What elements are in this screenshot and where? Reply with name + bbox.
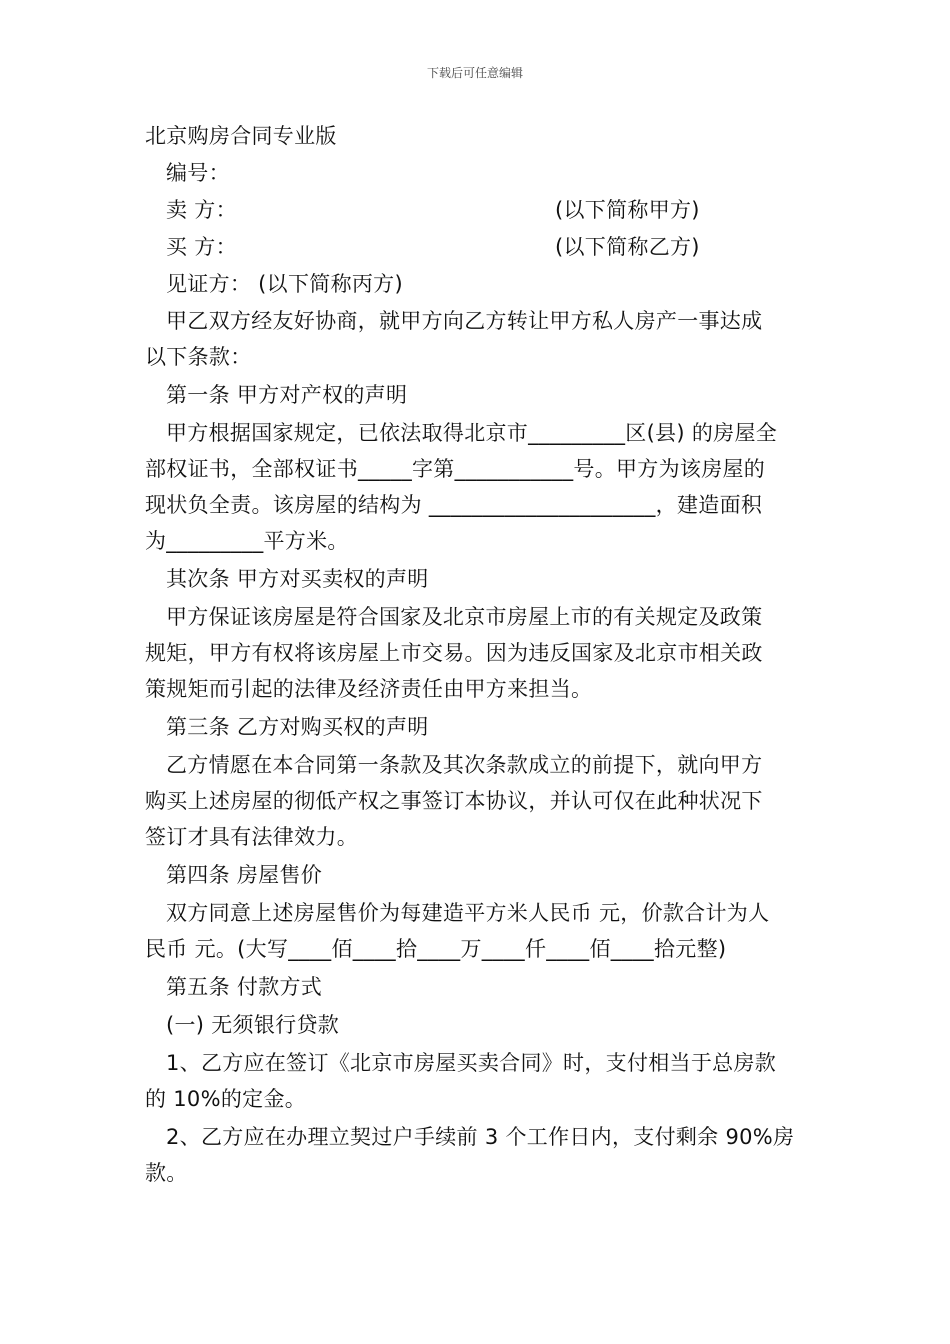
intro-line: 以下条款： [145, 345, 252, 369]
seller-label: 卖 方： [166, 198, 237, 222]
document-title: 北京购房合同专业版 [145, 124, 337, 148]
article-5-item-1: 的 10%的定金。 [145, 1087, 307, 1111]
article-1-title: 第一条 甲方对产权的声明 [166, 383, 408, 407]
seller-line [145, 192, 810, 229]
seller-note: (以下简称甲方) [555, 198, 700, 222]
buyer-note: (以下简称乙方) [555, 235, 700, 259]
article-5-title: 第五条 付款方式 [166, 975, 323, 999]
article-2-title: 其次条 甲方对买卖权的声明 [166, 567, 429, 591]
intro-line: 甲乙双方经友好协商，就甲方向乙方转让甲方私人房产一事达成 [166, 309, 763, 333]
article-1-line: 现状负全责。该房屋的结构为 _____________________，建造面积 [145, 493, 763, 517]
article-2-line: 甲方保证该房屋是符合国家及北京市房屋上市的有关规定及政策 [166, 605, 763, 629]
article-3-line: 签订才具有法律效力。 [145, 825, 358, 849]
witness-line: 见证方： (以下简称丙方) [166, 272, 403, 296]
article-2-line: 策规矩而引起的法律及经济责任由甲方来担当。 [145, 677, 593, 701]
article-5-item-2: 款。 [145, 1161, 188, 1185]
article-4-title: 第四条 房屋售价 [166, 863, 323, 887]
article-3-line: 乙方情愿在本合同第一条款及其次条款成立的前提下，就向甲方 [166, 753, 763, 777]
contract-document [145, 118, 810, 1191]
article-1-line: 部权证书，全部权证书_____字第___________号。甲方为该房屋的 [145, 457, 766, 481]
article-3-line: 购买上述房屋的彻低产权之事签订本协议，并认可仅在此种状况下 [145, 789, 763, 813]
article-5-item-1: 1、乙方应在签订《北京市房屋买卖合同》时，支付相当于总房款 [166, 1051, 777, 1075]
buyer-line [145, 229, 810, 266]
page-header-note: 下载后可任意编辑 [426, 66, 523, 80]
buyer-label: 买 方： [166, 235, 237, 259]
article-5-item-2: 2、乙方应在办理立契过户手续前 3 个工作日内，支付剩余 90%房 [166, 1125, 795, 1149]
article-5-subheading: (一) 无须银行贷款 [166, 1013, 340, 1037]
article-4-line: 民币 元。(大写____佰____拾____万____仟____佰____拾元整) [145, 937, 727, 961]
article-3-title: 第三条 乙方对购买权的声明 [166, 715, 429, 739]
article-4-line: 双方同意上述房屋售价为每建造平方米人民币 元，价款合计为人 [166, 901, 770, 925]
article-1-line: 为_________平方米。 [145, 529, 349, 553]
article-1-line: 甲方根据国家规定，已依法取得北京市_________区(县) 的房屋全 [166, 421, 778, 445]
contract-number-label: 编号： [166, 161, 230, 185]
article-2-line: 规矩，甲方有权将该房屋上市交易。因为违反国家及北京市相关政 [145, 641, 763, 665]
